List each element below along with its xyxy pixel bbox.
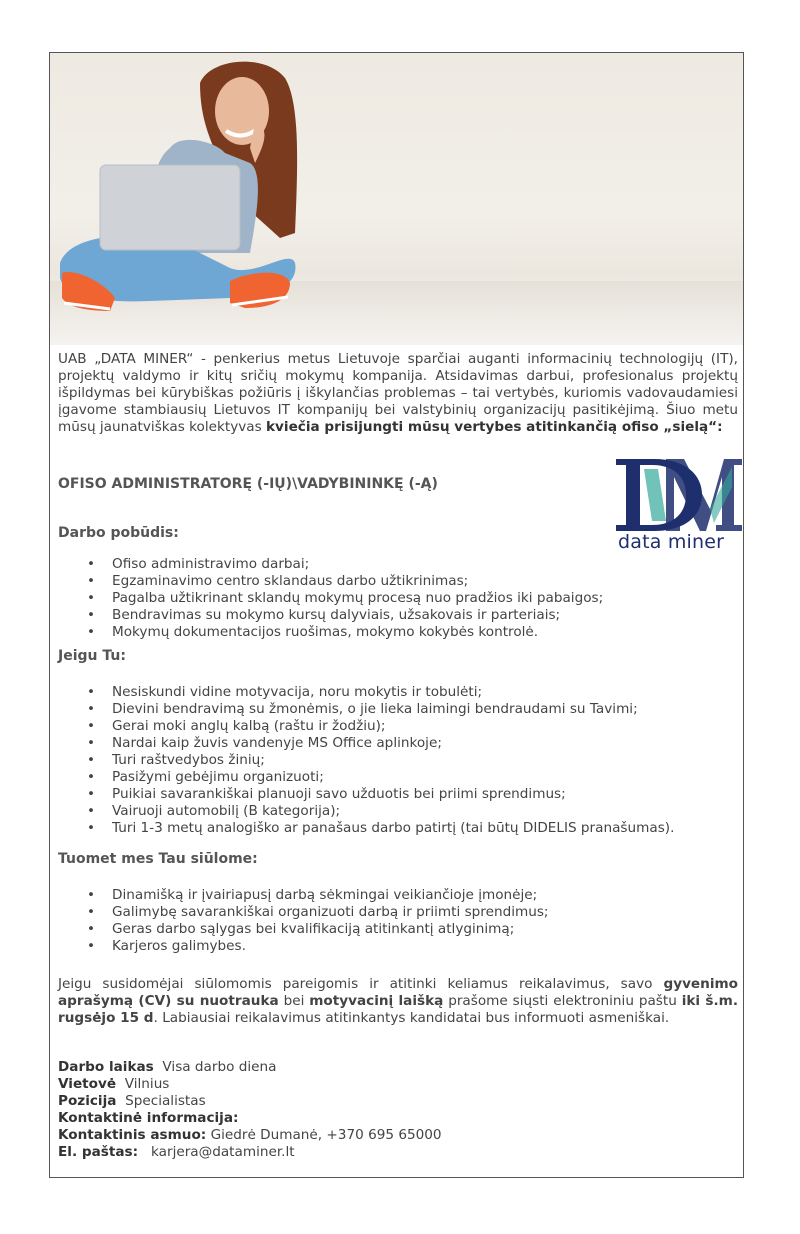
dm-monogram-icon [614, 457, 744, 533]
job-ad-card [49, 52, 744, 1178]
email-link[interactable]: karjera@dataminer.lt [151, 1144, 295, 1160]
intro-text: UAB „DATA MINER“ - penkerius metus Lietuvoje sparčiai auganti informacinių technologijų (IT), projektų valdymo ir kitų sričių mokymų kompanija. Atsidavimas darbui, profesionalus projektų išpildymas bei kūrybiškas požiūris į iškylančias problemas – tai vertybės, kuriomis vadovaudamiesi įgavome stambiausių Lietuvos IT kompanijų bei valstybinių organizacijų pasitikėjimą. Šiuo metu mūsų jaunatviškas kolektyvas [58, 351, 738, 435]
list-item: • Mokymų dokumentacijos ruošimas, mokymo kokybės kontrolė. [112, 624, 752, 641]
worktime-value: Visa darbo diena [162, 1059, 277, 1075]
worktime-row [58, 1059, 738, 1076]
position-value: Specialistas [125, 1093, 206, 1109]
email-label: El. paštas: [58, 1144, 139, 1160]
worktime-label: Darbo laikas [58, 1059, 154, 1075]
position-label: Pozicija [58, 1093, 117, 1109]
list-item: • Nesiskundi vidine motyvacija, noru mokytis ir tobulėti; [112, 684, 752, 701]
contact-person-label: Kontaktinis asmuo: [58, 1127, 207, 1143]
list-item: • Turi 1-3 metų analogiško ar panašaus darbo patirtį (tai būtų DIDELIS pranašumas). [112, 820, 752, 837]
list-item: • Dievini bendravimą su žmonėmis, o jie lieka laimingi bendraudami su Tavimi; [112, 701, 752, 718]
list-item: • Dinamišką ir įvairiapusį darbą sėkmingai veikiančioje įmonėje; [112, 887, 752, 904]
location-row [58, 1076, 738, 1093]
ad-content [58, 351, 738, 1160]
apply-text: bei [278, 993, 310, 1009]
apply-deadline: iki š.m. rugsėjo 15 d [58, 993, 738, 1026]
section-heading-job-nature: Darbo pobūdis: [58, 525, 179, 541]
list-item: • Bendravimas su mokymo kursų dalyviais, užsakovais ir parteriais; [112, 607, 752, 624]
list-item: • Egzaminavimo centro sklandaus darbo užtikrinimas; [112, 573, 752, 590]
location-label: Vietovė [58, 1076, 117, 1092]
position-row [58, 1093, 738, 1110]
logo-wordmark: data miner [618, 531, 725, 553]
requirements-list [58, 684, 752, 837]
woman-with-laptop-illustration [50, 53, 743, 345]
list-item: • Gerai moki anglų kalbą (raštu ir žodžiu); [112, 718, 752, 735]
intro-paragraph [58, 351, 738, 436]
apply-text: Jeigu susidomėjai siūlomomis pareigomis ir atitinki keliamus reikalavimus, savo [58, 976, 664, 992]
contact-person-row [58, 1127, 738, 1144]
apply-paragraph [58, 976, 738, 1027]
apply-letter: motyvacinį laišką [309, 993, 444, 1009]
job-title: OFISO ADMINISTRATORĘ (-IŲ)\VADYBININKĘ (-Ą) [58, 476, 438, 492]
location-value: Vilnius [124, 1076, 170, 1092]
list-item: • Nardai kaip žuvis vandenyje MS Office aplinkoje; [112, 735, 752, 752]
list-item: • Galimybę savarankiškai organizuoti darbą ir priimti sprendimus; [112, 904, 752, 921]
apply-text: . Labiausiai reikalavimus atitinkantys kandidatai bus informuoti asmeniškai. [153, 1010, 670, 1026]
contact-info-label: Kontaktinė informacija: [58, 1110, 239, 1126]
list-item: • Karjeros galimybes. [112, 938, 752, 955]
apply-cv: gyvenimo aprašymą (CV) su nuotrauka [58, 976, 738, 1009]
list-item: • Geras darbo sąlygas bei kvalifikaciją atitinkantį atlyginimą; [112, 921, 752, 938]
job-nature-list [58, 556, 752, 641]
list-item: • Pagalba užtikrinant sklandų mokymų procesą nuo pradžios iki pabaigos; [112, 590, 752, 607]
email-row [58, 1144, 738, 1161]
contact-info [58, 1059, 738, 1161]
list-item: • Pasižymi gebėjimu organizuoti; [112, 769, 752, 786]
contact-info-row [58, 1110, 738, 1127]
list-item: • Ofiso administravimo darbai; [112, 556, 752, 573]
section-heading-if-you: Jeigu Tu: [58, 648, 126, 664]
list-item: • Turi raštvedybos žinių; [112, 752, 752, 769]
list-item: • Puikiai savarankiškai planuoji savo užduotis bei priimi sprendimus; [112, 786, 752, 803]
hero-photo [50, 53, 743, 345]
list-item: • Vairuoji automobilį (B kategorija); [112, 803, 752, 820]
section-heading-we-offer: Tuomet mes Tau siūlome: [58, 851, 258, 867]
intro-highlight: kviečia prisijungti mūsų vertybes atitinkančią ofiso „sielą“: [266, 419, 723, 435]
offer-list [58, 887, 752, 955]
contact-person-value: Giedrė Dumanė, +370 695 65000 [210, 1127, 442, 1143]
data-miner-logo [614, 457, 744, 557]
apply-text: prašome siųsti elektroniniu paštu [443, 993, 682, 1009]
